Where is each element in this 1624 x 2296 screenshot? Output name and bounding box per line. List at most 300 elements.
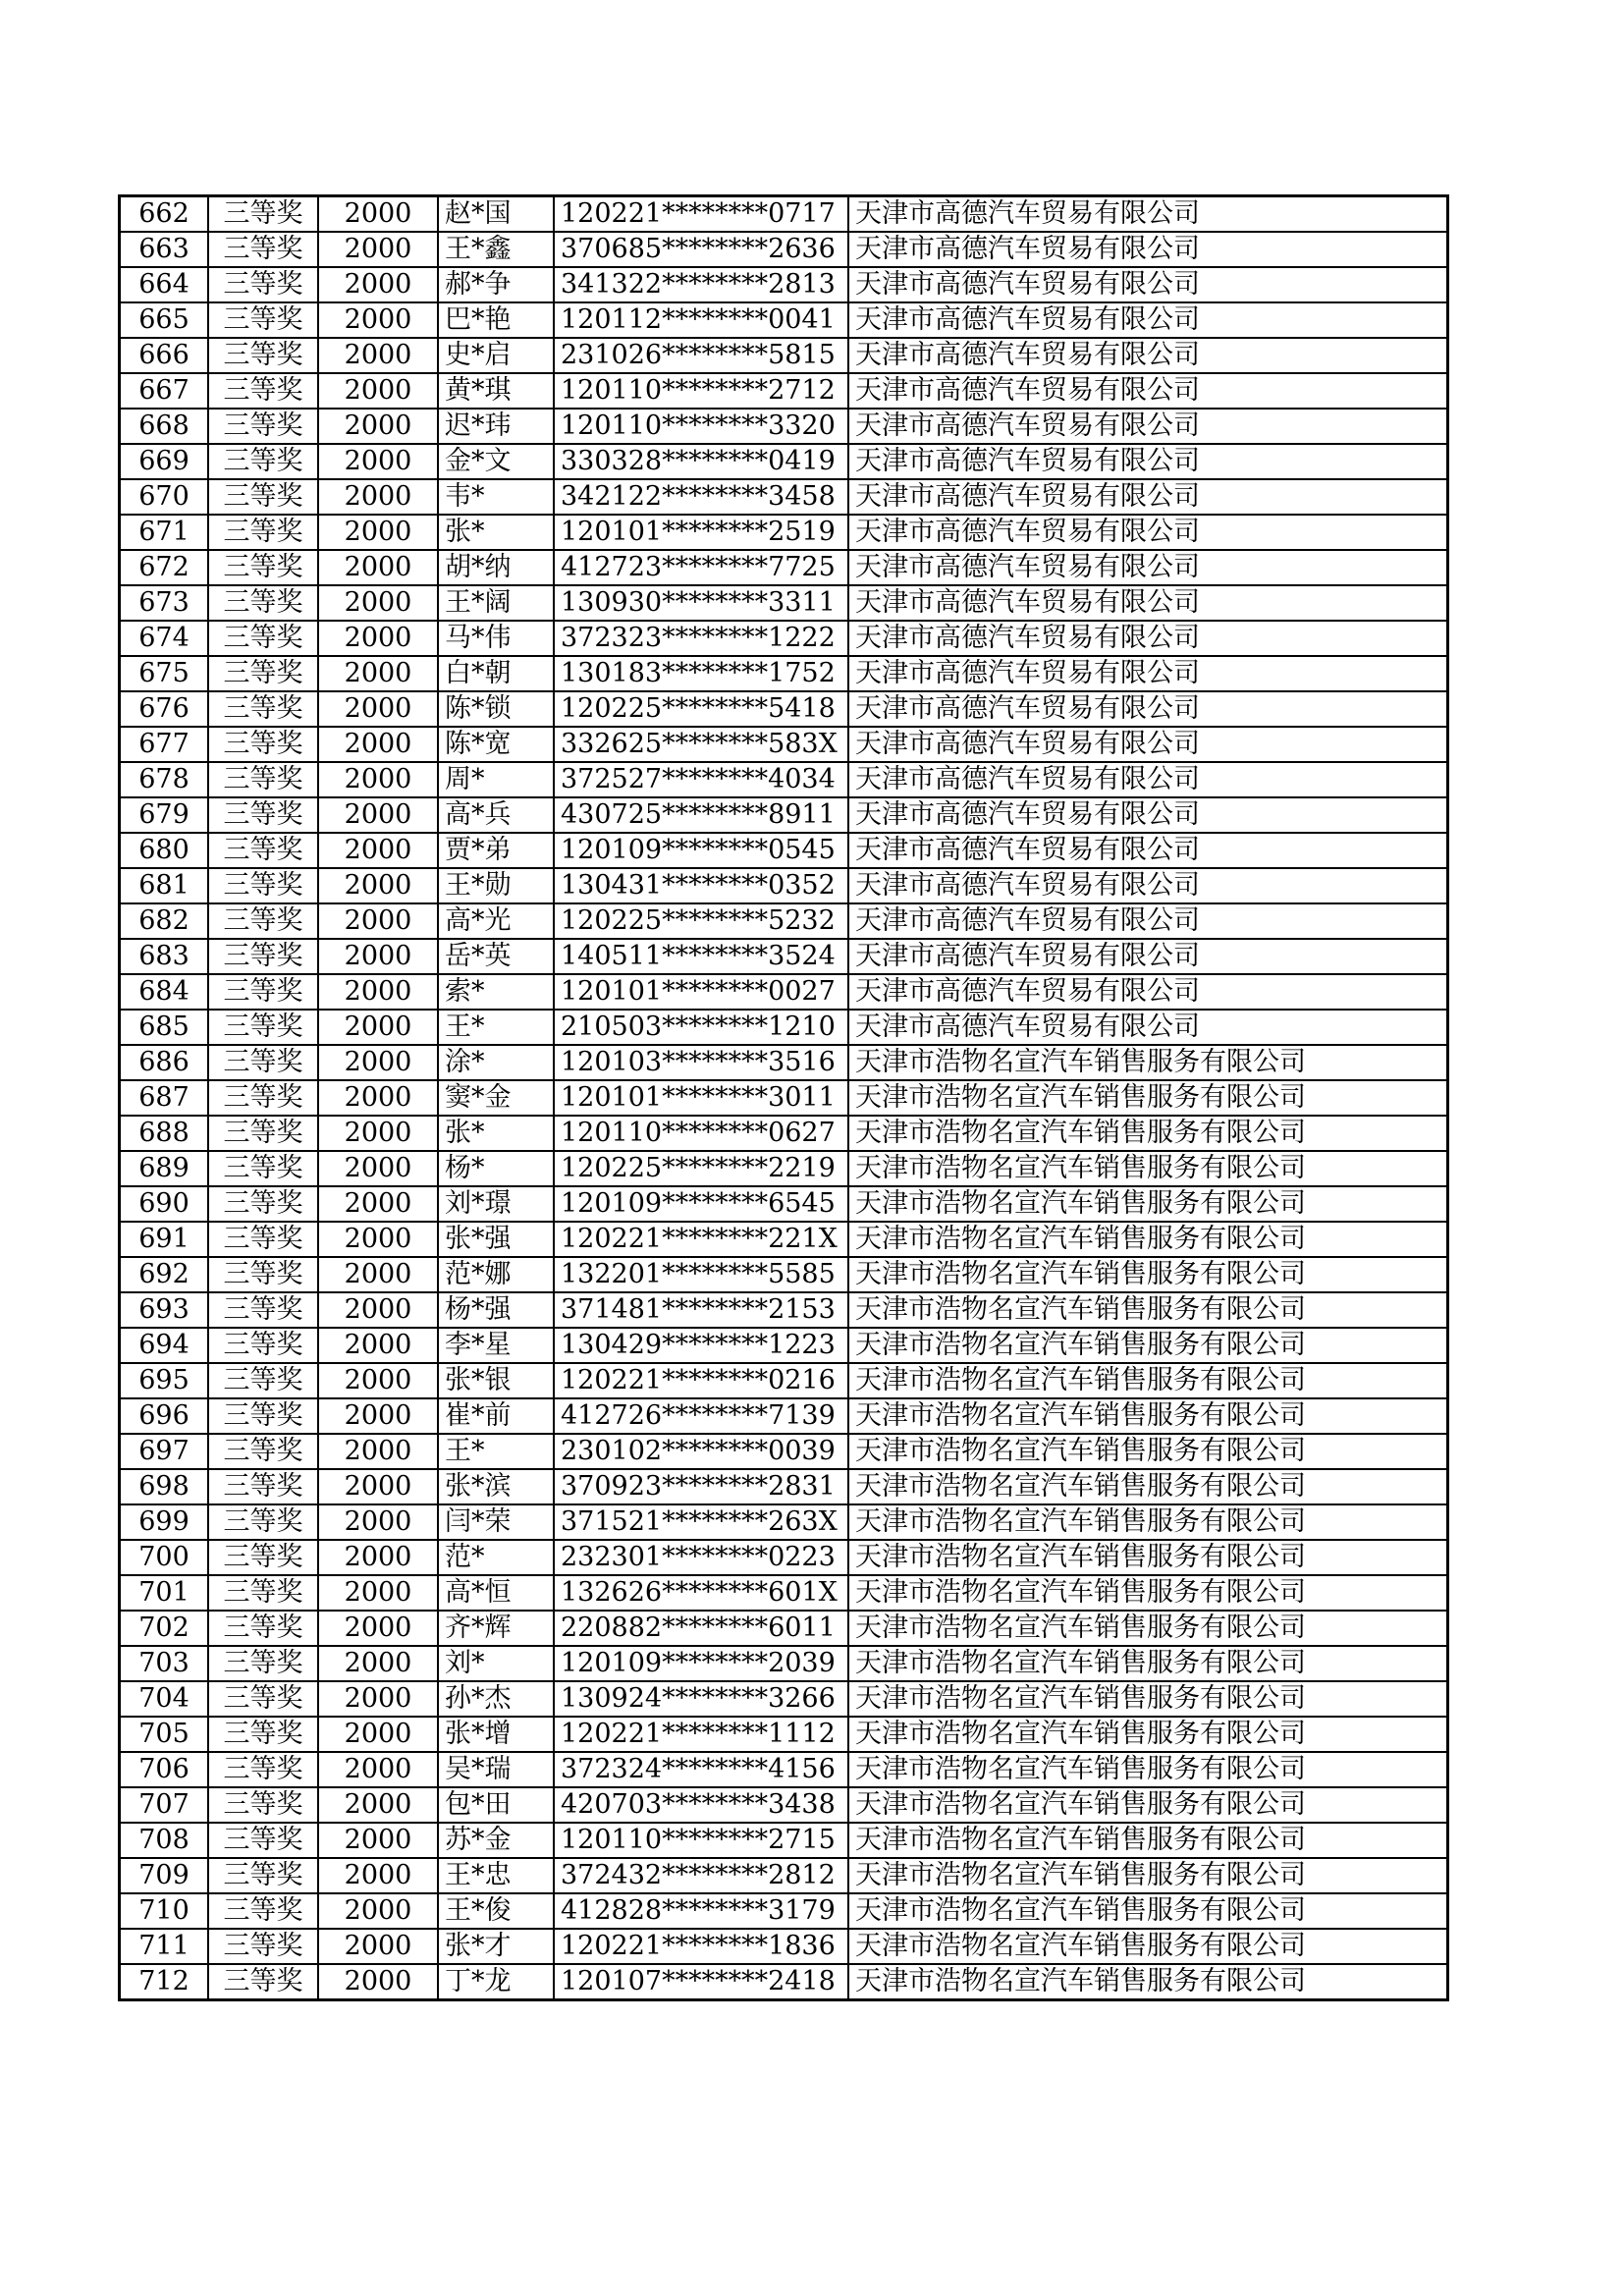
company-name: 天津市浩物名宣汽车销售服务有限公司: [848, 1328, 1448, 1363]
winner-name: 窦*金: [438, 1080, 554, 1116]
winner-name: 胡*纳: [438, 550, 554, 585]
winner-name: 赵*国: [438, 196, 554, 233]
row-number: 699: [120, 1504, 209, 1540]
prize-amount: 2000: [318, 515, 438, 550]
prize-level: 三等奖: [208, 1434, 318, 1469]
winner-name: 丁*龙: [438, 1964, 554, 2000]
table-row: [120, 1964, 1448, 2000]
table-row: [120, 1823, 1448, 1858]
prize-amount: 2000: [318, 1893, 438, 1929]
masked-id-number: 120107********2418: [554, 1964, 848, 2000]
masked-id-number: 132626********601X: [554, 1575, 848, 1611]
prize-level: 三等奖: [208, 550, 318, 585]
table-row: [120, 656, 1448, 691]
company-name: 天津市浩物名宣汽车销售服务有限公司: [848, 1929, 1448, 1964]
prize-level: 三等奖: [208, 1469, 318, 1504]
prize-amount: 2000: [318, 1964, 438, 2000]
masked-id-number: 412828********3179: [554, 1893, 848, 1929]
table-row: [120, 1787, 1448, 1823]
masked-id-number: 230102********0039: [554, 1434, 848, 1469]
row-number: 675: [120, 656, 209, 691]
table-row: [120, 621, 1448, 656]
row-number: 689: [120, 1151, 209, 1186]
prize-amount: 2000: [318, 196, 438, 233]
prize-level: 三等奖: [208, 444, 318, 479]
prize-amount: 2000: [318, 1858, 438, 1893]
company-name: 天津市浩物名宣汽车销售服务有限公司: [848, 1611, 1448, 1646]
company-name: 天津市高德汽车贸易有限公司: [848, 373, 1448, 409]
company-name: 天津市高德汽车贸易有限公司: [848, 409, 1448, 444]
row-number: 662: [120, 196, 209, 233]
row-number: 692: [120, 1257, 209, 1292]
winner-name: 索*: [438, 974, 554, 1010]
masked-id-number: 412723********7725: [554, 550, 848, 585]
row-number: 684: [120, 974, 209, 1010]
prize-level: 三等奖: [208, 338, 318, 373]
winner-name: 王*忠: [438, 1858, 554, 1893]
prize-level: 三等奖: [208, 1328, 318, 1363]
prize-level: 三等奖: [208, 1681, 318, 1717]
winner-name: 贾*弟: [438, 833, 554, 868]
company-name: 天津市浩物名宣汽车销售服务有限公司: [848, 1681, 1448, 1717]
winner-name: 李*星: [438, 1328, 554, 1363]
winner-name: 迟*玮: [438, 409, 554, 444]
masked-id-number: 120110********0627: [554, 1116, 848, 1151]
prize-amount: 2000: [318, 1611, 438, 1646]
table-row: [120, 727, 1448, 762]
table-row: [120, 1929, 1448, 1964]
company-name: 天津市高德汽车贸易有限公司: [848, 621, 1448, 656]
prize-amount: 2000: [318, 1787, 438, 1823]
table-row: [120, 762, 1448, 797]
table-row: [120, 1080, 1448, 1116]
row-number: 672: [120, 550, 209, 585]
table-row: [120, 939, 1448, 974]
company-name: 天津市浩物名宣汽车销售服务有限公司: [848, 1080, 1448, 1116]
masked-id-number: 120221********1112: [554, 1717, 848, 1752]
winner-name: 王*: [438, 1010, 554, 1045]
company-name: 天津市高德汽车贸易有限公司: [848, 797, 1448, 833]
prize-level: 三等奖: [208, 833, 318, 868]
row-number: 671: [120, 515, 209, 550]
row-number: 674: [120, 621, 209, 656]
prize-amount: 2000: [318, 1010, 438, 1045]
row-number: 680: [120, 833, 209, 868]
winner-name: 杨*强: [438, 1292, 554, 1328]
masked-id-number: 120109********6545: [554, 1186, 848, 1222]
prize-amount: 2000: [318, 338, 438, 373]
prize-amount: 2000: [318, 1363, 438, 1398]
prize-level: 三等奖: [208, 1116, 318, 1151]
masked-id-number: 140511********3524: [554, 939, 848, 974]
company-name: 天津市高德汽车贸易有限公司: [848, 1010, 1448, 1045]
prize-amount: 2000: [318, 727, 438, 762]
masked-id-number: 232301********0223: [554, 1540, 848, 1575]
prize-amount: 2000: [318, 444, 438, 479]
row-number: 702: [120, 1611, 209, 1646]
masked-id-number: 370923********2831: [554, 1469, 848, 1504]
table-row: [120, 1328, 1448, 1363]
table-row: [120, 833, 1448, 868]
prize-amount: 2000: [318, 267, 438, 302]
prize-level: 三等奖: [208, 1575, 318, 1611]
table-row: [120, 515, 1448, 550]
prize-amount: 2000: [318, 1929, 438, 1964]
row-number: 677: [120, 727, 209, 762]
winner-name: 黄*琪: [438, 373, 554, 409]
masked-id-number: 370685********2636: [554, 232, 848, 267]
winner-name: 马*伟: [438, 621, 554, 656]
company-name: 天津市浩物名宣汽车销售服务有限公司: [848, 1292, 1448, 1328]
table-row: [120, 1575, 1448, 1611]
row-number: 665: [120, 302, 209, 338]
prize-level: 三等奖: [208, 1292, 318, 1328]
prize-amount: 2000: [318, 232, 438, 267]
table-row: [120, 1469, 1448, 1504]
company-name: 天津市高德汽车贸易有限公司: [848, 479, 1448, 515]
prize-level: 三等奖: [208, 656, 318, 691]
table-row: [120, 302, 1448, 338]
table-row: [120, 1151, 1448, 1186]
prize-level: 三等奖: [208, 1752, 318, 1787]
masked-id-number: 120101********0027: [554, 974, 848, 1010]
masked-id-number: 371481********2153: [554, 1292, 848, 1328]
table-row: [120, 1752, 1448, 1787]
winner-name: 金*文: [438, 444, 554, 479]
prize-amount: 2000: [318, 656, 438, 691]
row-number: 712: [120, 1964, 209, 2000]
prize-amount: 2000: [318, 1575, 438, 1611]
prize-amount: 2000: [318, 868, 438, 903]
table-row: [120, 1717, 1448, 1752]
prize-level: 三等奖: [208, 585, 318, 621]
prize-amount: 2000: [318, 1080, 438, 1116]
masked-id-number: 412726********7139: [554, 1398, 848, 1434]
table-row: [120, 196, 1448, 233]
table-row: [120, 267, 1448, 302]
winner-name: 高*恒: [438, 1575, 554, 1611]
winner-name: 王*俊: [438, 1893, 554, 1929]
prize-level: 三等奖: [208, 479, 318, 515]
row-number: 673: [120, 585, 209, 621]
prize-level: 三等奖: [208, 1045, 318, 1080]
prize-amount: 2000: [318, 1681, 438, 1717]
winner-name: 张*增: [438, 1717, 554, 1752]
winner-name: 张*滨: [438, 1469, 554, 1504]
winner-name: 王*勋: [438, 868, 554, 903]
prize-amount: 2000: [318, 409, 438, 444]
row-number: 711: [120, 1929, 209, 1964]
prize-level: 三等奖: [208, 868, 318, 903]
winner-name: 王*阔: [438, 585, 554, 621]
table-row: [120, 1116, 1448, 1151]
prize-amount: 2000: [318, 1222, 438, 1257]
winner-name: 郝*争: [438, 267, 554, 302]
prize-amount: 2000: [318, 691, 438, 727]
prize-amount: 2000: [318, 1823, 438, 1858]
winner-name: 刘*璟: [438, 1186, 554, 1222]
company-name: 天津市浩物名宣汽车销售服务有限公司: [848, 1646, 1448, 1681]
masked-id-number: 372323********1222: [554, 621, 848, 656]
winner-name: 张*强: [438, 1222, 554, 1257]
masked-id-number: 372432********2812: [554, 1858, 848, 1893]
company-name: 天津市高德汽车贸易有限公司: [848, 585, 1448, 621]
prize-level: 三等奖: [208, 1893, 318, 1929]
masked-id-number: 120221********0216: [554, 1363, 848, 1398]
masked-id-number: 130183********1752: [554, 656, 848, 691]
prize-level: 三等奖: [208, 621, 318, 656]
winner-name: 韦*: [438, 479, 554, 515]
company-name: 天津市高德汽车贸易有限公司: [848, 833, 1448, 868]
company-name: 天津市浩物名宣汽车销售服务有限公司: [848, 1363, 1448, 1398]
row-number: 700: [120, 1540, 209, 1575]
table-row: [120, 1257, 1448, 1292]
masked-id-number: 330328********0419: [554, 444, 848, 479]
company-name: 天津市高德汽车贸易有限公司: [848, 691, 1448, 727]
table-row: [120, 1398, 1448, 1434]
row-number: 708: [120, 1823, 209, 1858]
prize-level: 三等奖: [208, 1611, 318, 1646]
masked-id-number: 371521********263X: [554, 1504, 848, 1540]
winner-name: 张*: [438, 515, 554, 550]
prize-amount: 2000: [318, 1151, 438, 1186]
prize-level: 三等奖: [208, 1222, 318, 1257]
masked-id-number: 430725********8911: [554, 797, 848, 833]
prize-level: 三等奖: [208, 302, 318, 338]
masked-id-number: 130924********3266: [554, 1681, 848, 1717]
prize-amount: 2000: [318, 302, 438, 338]
masked-id-number: 120109********2039: [554, 1646, 848, 1681]
row-number: 709: [120, 1858, 209, 1893]
masked-id-number: 120101********3011: [554, 1080, 848, 1116]
masked-id-number: 120225********5232: [554, 903, 848, 939]
table-row: [120, 903, 1448, 939]
company-name: 天津市浩物名宣汽车销售服务有限公司: [848, 1858, 1448, 1893]
company-name: 天津市浩物名宣汽车销售服务有限公司: [848, 1540, 1448, 1575]
company-name: 天津市高德汽车贸易有限公司: [848, 515, 1448, 550]
masked-id-number: 220882********6011: [554, 1611, 848, 1646]
row-number: 698: [120, 1469, 209, 1504]
row-number: 706: [120, 1752, 209, 1787]
row-number: 679: [120, 797, 209, 833]
company-name: 天津市浩物名宣汽车销售服务有限公司: [848, 1151, 1448, 1186]
company-name: 天津市高德汽车贸易有限公司: [848, 974, 1448, 1010]
winner-name: 王*: [438, 1434, 554, 1469]
row-number: 685: [120, 1010, 209, 1045]
winner-name: 高*兵: [438, 797, 554, 833]
prize-amount: 2000: [318, 1292, 438, 1328]
prize-amount: 2000: [318, 1540, 438, 1575]
row-number: 695: [120, 1363, 209, 1398]
masked-id-number: 120112********0041: [554, 302, 848, 338]
table-row: [120, 444, 1448, 479]
row-number: 668: [120, 409, 209, 444]
prize-amount: 2000: [318, 1469, 438, 1504]
table-row: [120, 797, 1448, 833]
company-name: 天津市浩物名宣汽车销售服务有限公司: [848, 1186, 1448, 1222]
company-name: 天津市高德汽车贸易有限公司: [848, 550, 1448, 585]
prize-level: 三等奖: [208, 1363, 318, 1398]
prize-level: 三等奖: [208, 1186, 318, 1222]
company-name: 天津市浩物名宣汽车销售服务有限公司: [848, 1045, 1448, 1080]
company-name: 天津市浩物名宣汽车销售服务有限公司: [848, 1504, 1448, 1540]
prize-level: 三等奖: [208, 1787, 318, 1823]
winner-name: 涂*: [438, 1045, 554, 1080]
prize-level: 三等奖: [208, 409, 318, 444]
company-name: 天津市高德汽车贸易有限公司: [848, 444, 1448, 479]
row-number: 690: [120, 1186, 209, 1222]
prize-amount: 2000: [318, 1717, 438, 1752]
table-row: [120, 1893, 1448, 1929]
winner-name: 岳*英: [438, 939, 554, 974]
winner-name: 陈*宽: [438, 727, 554, 762]
prize-amount: 2000: [318, 1752, 438, 1787]
masked-id-number: 120225********5418: [554, 691, 848, 727]
table-row: [120, 338, 1448, 373]
prize-level: 三等奖: [208, 1540, 318, 1575]
row-number: 694: [120, 1328, 209, 1363]
row-number: 666: [120, 338, 209, 373]
winner-name: 史*启: [438, 338, 554, 373]
row-number: 703: [120, 1646, 209, 1681]
winner-name: 闫*荣: [438, 1504, 554, 1540]
masked-id-number: 120225********2219: [554, 1151, 848, 1186]
company-name: 天津市高德汽车贸易有限公司: [848, 267, 1448, 302]
company-name: 天津市浩物名宣汽车销售服务有限公司: [848, 1752, 1448, 1787]
winner-name: 齐*辉: [438, 1611, 554, 1646]
row-number: 682: [120, 903, 209, 939]
row-number: 681: [120, 868, 209, 903]
winner-name: 张*银: [438, 1363, 554, 1398]
row-number: 704: [120, 1681, 209, 1717]
row-number: 707: [120, 1787, 209, 1823]
masked-id-number: 332625********583X: [554, 727, 848, 762]
row-number: 664: [120, 267, 209, 302]
prize-amount: 2000: [318, 1186, 438, 1222]
company-name: 天津市高德汽车贸易有限公司: [848, 196, 1448, 233]
masked-id-number: 120110********2715: [554, 1823, 848, 1858]
prize-level: 三等奖: [208, 1504, 318, 1540]
table-row: [120, 974, 1448, 1010]
prize-amount: 2000: [318, 1045, 438, 1080]
winner-name: 范*: [438, 1540, 554, 1575]
masked-id-number: 372324********4156: [554, 1752, 848, 1787]
winner-list-table: [118, 194, 1449, 2001]
table-row: [120, 1681, 1448, 1717]
masked-id-number: 130431********0352: [554, 868, 848, 903]
masked-id-number: 341322********2813: [554, 267, 848, 302]
prize-amount: 2000: [318, 585, 438, 621]
prize-amount: 2000: [318, 550, 438, 585]
prize-level: 三等奖: [208, 1010, 318, 1045]
company-name: 天津市浩物名宣汽车销售服务有限公司: [848, 1575, 1448, 1611]
prize-amount: 2000: [318, 797, 438, 833]
row-number: 688: [120, 1116, 209, 1151]
company-name: 天津市浩物名宣汽车销售服务有限公司: [848, 1469, 1448, 1504]
company-name: 天津市高德汽车贸易有限公司: [848, 656, 1448, 691]
prize-amount: 2000: [318, 903, 438, 939]
prize-level: 三等奖: [208, 267, 318, 302]
company-name: 天津市浩物名宣汽车销售服务有限公司: [848, 1398, 1448, 1434]
prize-amount: 2000: [318, 1328, 438, 1363]
row-number: 710: [120, 1893, 209, 1929]
company-name: 天津市浩物名宣汽车销售服务有限公司: [848, 1823, 1448, 1858]
prize-level: 三等奖: [208, 939, 318, 974]
masked-id-number: 120221********221X: [554, 1222, 848, 1257]
prize-level: 三等奖: [208, 196, 318, 233]
row-number: 691: [120, 1222, 209, 1257]
table-row: [120, 1858, 1448, 1893]
prize-level: 三等奖: [208, 1823, 318, 1858]
winner-name: 包*田: [438, 1787, 554, 1823]
prize-amount: 2000: [318, 1434, 438, 1469]
row-number: 701: [120, 1575, 209, 1611]
company-name: 天津市浩物名宣汽车销售服务有限公司: [848, 1116, 1448, 1151]
row-number: 670: [120, 479, 209, 515]
winner-name: 范*娜: [438, 1257, 554, 1292]
winner-name: 陈*锁: [438, 691, 554, 727]
masked-id-number: 130429********1223: [554, 1328, 848, 1363]
table-row: [120, 868, 1448, 903]
prize-level: 三等奖: [208, 974, 318, 1010]
table-row: [120, 1434, 1448, 1469]
table-row: [120, 479, 1448, 515]
winner-name: 张*才: [438, 1929, 554, 1964]
prize-level: 三等奖: [208, 727, 318, 762]
prize-level: 三等奖: [208, 515, 318, 550]
row-number: 663: [120, 232, 209, 267]
prize-level: 三等奖: [208, 691, 318, 727]
winner-name: 杨*: [438, 1151, 554, 1186]
row-number: 705: [120, 1717, 209, 1752]
table-row: [120, 1186, 1448, 1222]
row-number: 696: [120, 1398, 209, 1434]
table-row: [120, 1045, 1448, 1080]
table-row: [120, 373, 1448, 409]
masked-id-number: 120221********1836: [554, 1929, 848, 1964]
masked-id-number: 342122********3458: [554, 479, 848, 515]
prize-amount: 2000: [318, 762, 438, 797]
prize-amount: 2000: [318, 1504, 438, 1540]
prize-amount: 2000: [318, 1646, 438, 1681]
winner-name: 巴*艳: [438, 302, 554, 338]
table-row: [120, 232, 1448, 267]
prize-level: 三等奖: [208, 1858, 318, 1893]
winner-name: 苏*金: [438, 1823, 554, 1858]
masked-id-number: 231026********5815: [554, 338, 848, 373]
prize-amount: 2000: [318, 1257, 438, 1292]
masked-id-number: 120101********2519: [554, 515, 848, 550]
row-number: 669: [120, 444, 209, 479]
prize-amount: 2000: [318, 833, 438, 868]
table-row: [120, 1363, 1448, 1398]
masked-id-number: 130930********3311: [554, 585, 848, 621]
company-name: 天津市高德汽车贸易有限公司: [848, 868, 1448, 903]
company-name: 天津市高德汽车贸易有限公司: [848, 232, 1448, 267]
company-name: 天津市高德汽车贸易有限公司: [848, 762, 1448, 797]
winner-name: 崔*前: [438, 1398, 554, 1434]
table-row: [120, 1540, 1448, 1575]
masked-id-number: 120110********3320: [554, 409, 848, 444]
masked-id-number: 372527********4034: [554, 762, 848, 797]
prize-amount: 2000: [318, 939, 438, 974]
company-name: 天津市高德汽车贸易有限公司: [848, 727, 1448, 762]
winner-name: 张*: [438, 1116, 554, 1151]
row-number: 667: [120, 373, 209, 409]
table-row: [120, 409, 1448, 444]
winner-list-body: [120, 196, 1448, 2000]
winner-name: 高*光: [438, 903, 554, 939]
